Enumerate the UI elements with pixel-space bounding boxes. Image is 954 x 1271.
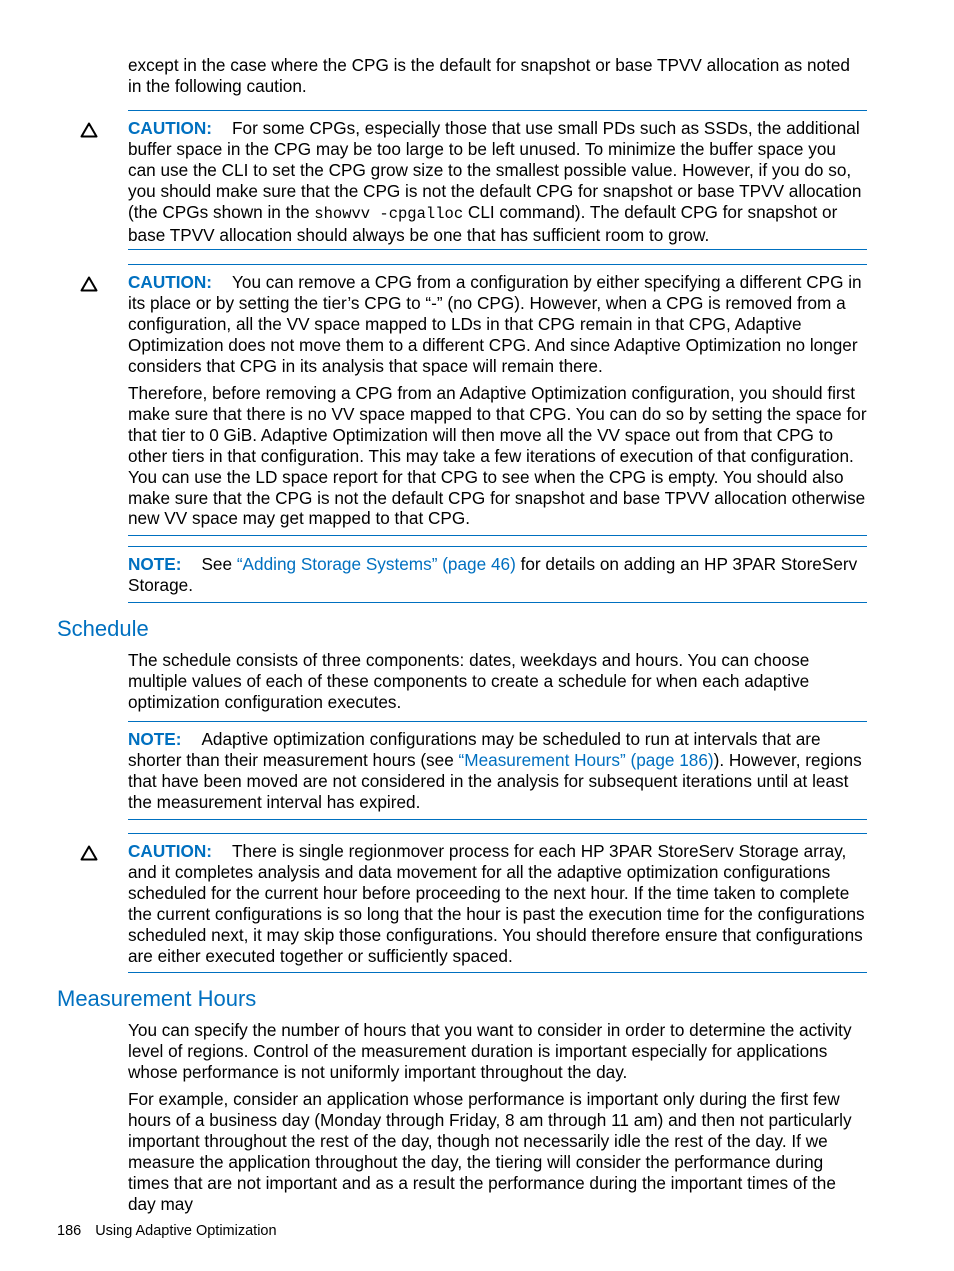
measurement-paragraph-1: [128, 1020, 868, 1083]
note2-top-rule: [128, 721, 867, 722]
measurement-text-1: You can specify the number of hours that you want to consider in order to determine the activity level of regions. Control of the measurement duration is important especially for applications whose performance is not uniformly important throughout the day.: [128, 1020, 852, 1082]
caution2-top-rule: [128, 264, 867, 265]
caution2-box: [128, 272, 868, 377]
caution2-text: You can remove a CPG from a configuration by either specifying a different CPG in its place or by setting the tier’s CPG to “-” (no CPG). However, when a CPG is removed from a configuration, all the VV space mapped to LDs in that CPG remain in that CPG, Adaptive Optimization does not move them to a different CPG. And since Adaptive Optimization no longer considers that CPG in its analysis that space will remain there.: [128, 272, 862, 376]
adding-storage-systems-link[interactable]: “Adding Storage Systems” (page 46): [236, 554, 516, 574]
page-footer: [57, 1222, 277, 1240]
caution2-continuation: [128, 383, 868, 529]
intro-paragraph: [128, 55, 868, 97]
caution1-code: showvv -cpgalloc: [314, 204, 464, 223]
schedule-text: The schedule consists of three components: dates, weekdays and hours. You can choose multiple values of each of these components to create a schedule for when each adaptive optimization configuration executes.: [128, 650, 810, 712]
caution3-box: [128, 841, 868, 966]
note1-top-rule: [128, 546, 867, 547]
measurement-paragraph-2: [128, 1089, 868, 1214]
caution3-label: CAUTION:: [128, 841, 213, 861]
caution1-bottom-rule: [128, 249, 867, 250]
caution3-bottom-rule: [128, 972, 867, 973]
note1-bottom-rule: [128, 602, 867, 603]
caution3-top-rule: [128, 833, 867, 834]
note2-text-b: ). However, regions that have been moved are not considered in the analysis for subsequent iterations until at least the measurement interval has expired.: [128, 749, 862, 812]
page-number: 186: [57, 1223, 82, 1239]
note1-label: NOTE:: [128, 554, 182, 574]
caution1-top-rule: [128, 110, 867, 111]
caution1-box: [128, 118, 868, 245]
schedule-paragraph: [128, 650, 868, 713]
warning-triangle-icon: [80, 276, 98, 292]
note2-text-a: Adaptive optimization configurations may be scheduled to run at intervals that are shorter than their measurement hours (see: [128, 729, 821, 770]
caution1-text-b: CLI command). The default CPG for snapshot or base TPVV allocation should always be one that has sufficient room to grow.: [128, 201, 838, 245]
measurement-hours-link[interactable]: “Measurement Hours” (page 186): [458, 749, 714, 770]
caution2-label: CAUTION:: [128, 272, 213, 292]
intro-text: except in the case where the CPG is the default for snapshot or base TPVV allocation as noted in the following caution.: [128, 55, 850, 96]
note1-text-a: See: [201, 554, 237, 574]
note1-box: [128, 554, 868, 596]
caution1-text-a: For some CPGs, especially those that use small PDs such as SSDs, the additional buffer space in the CPG may be too large to be left unused. To minimize the buffer space you can use the CLI to set the CPG grow size to the smallest possible value. However, if you do so, you should make sure that the CPG is not the default CPG for snapshot or base TPVV allocation (the CPGs shown in the: [128, 118, 862, 222]
caution3-text: There is single regionmover process for each HP 3PAR StoreServ Storage array, and it completes analysis and data movement for all the adaptive optimization configurations scheduled for the current hour before proceeding to the next hour. If the time taken to complete the current configurations is so long that the hour is past the execution time for the configurations scheduled next, it may skip those configurations. You should therefore ensure that configurations are either executed together or sufficiently spaced.: [128, 841, 865, 966]
warning-triangle-icon: [80, 122, 98, 138]
measurement-hours-heading: Measurement Hours: [57, 986, 257, 1011]
note1-text-b: for details on adding an HP 3PAR StoreServ Storage.: [128, 554, 858, 595]
measurement-text-2: For example, consider an application whose performance is important only during the first few hours of a business day (Monday through Friday, 8 am through 11 am) and then not particularly important throughout the rest of the day, though not necessarily idle the rest of the day. If we measure the application throughout the day, the tiering will consider the performance during times that are not important and as a result the performance during the important times of the day may: [128, 1089, 852, 1214]
caution2-bottom-rule: [128, 535, 867, 536]
chapter-title: Using Adaptive Optimization: [95, 1223, 277, 1239]
note2-bottom-rule: [128, 819, 867, 820]
caution2-text2: Therefore, before removing a CPG from an Adaptive Optimization configuration, you should first make sure that there is no VV space mapped to that CPG. You can do so by setting the space for that tier to 0 GiB. Adaptive Optimization will then move all the VV space out from that CPG to other tiers in that configuration. This may take a few iterations of execution of that configuration. You can use the LD space report for that CPG to see when the CPG is empty. You should also make sure that the CPG is not the default CPG for snapshot and base TPVV allocation otherwise new VV space may get mapped to that CPG.: [128, 383, 867, 529]
note2-label: NOTE:: [128, 729, 182, 749]
note2-box: [128, 729, 868, 813]
schedule-heading: Schedule: [57, 616, 149, 641]
caution1-label: CAUTION:: [128, 118, 213, 138]
warning-triangle-icon: [80, 845, 98, 861]
